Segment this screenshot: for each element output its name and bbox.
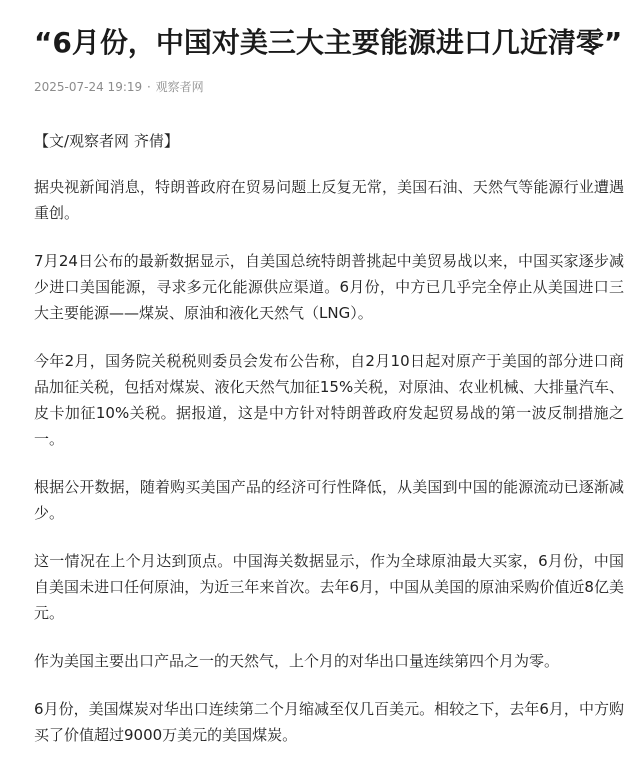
meta-separator: ·: [146, 80, 151, 94]
article-meta: [34, 78, 624, 96]
paragraph: 这一情况在上个月达到顶点。中国海关数据显示，作为全球原油最大买家，6月份，中国自美国未进口任何原油，为近三年来首次。去年6月，中国从美国的原油采购价值近8亿美元。: [34, 552, 624, 622]
article-body: [34, 128, 624, 748]
paragraph: 7月24日公布的最新数据显示，自美国总统特朗普挑起中美贸易战以来，中国买家逐步减少进口美国能源，寻求多元化能源供应渠道。6月份，中方已几乎完全停止从美国进口三大主要能源——煤炭、原油和液化天然气（LNG）。: [34, 252, 624, 322]
paragraph: 据央视新闻消息，特朗普政府在贸易问题上反复无常，美国石油、天然气等能源行业遭遇重创。: [34, 178, 624, 222]
paragraph: 作为美国主要出口产品之一的天然气，上个月的对华出口量连续第四个月为零。: [34, 652, 560, 670]
article-title: “6月份，中国对美三大主要能源进口几近清零”: [34, 26, 623, 59]
source-name[interactable]: 观察者网: [155, 80, 204, 94]
publish-date: 2025-07-24 19:19: [34, 80, 143, 94]
paragraph: 根据公开数据，随着购买美国产品的经济可行性降低，从美国到中国的能源流动已逐渐减少。: [34, 478, 624, 522]
paragraph: 今年2月，国务院关税税则委员会发布公告称，自2月10日起对原产于美国的部分进口商品加征关税，包括对煤炭、液化天然气加征15%关税，对原油、农业机械、大排量汽车、皮卡加征10%关税。据报道，这是中方针对特朗普政府发起贸易战的第一波反制措施之一。: [34, 352, 625, 448]
paragraph: 6月份，美国煤炭对华出口连续第二个月缩减至仅几百美元。相较之下，去年6月，中方购买了价值超过9000万美元的美国煤炭。: [34, 700, 624, 744]
byline: 【文/观察者网 齐倩】: [34, 132, 179, 150]
